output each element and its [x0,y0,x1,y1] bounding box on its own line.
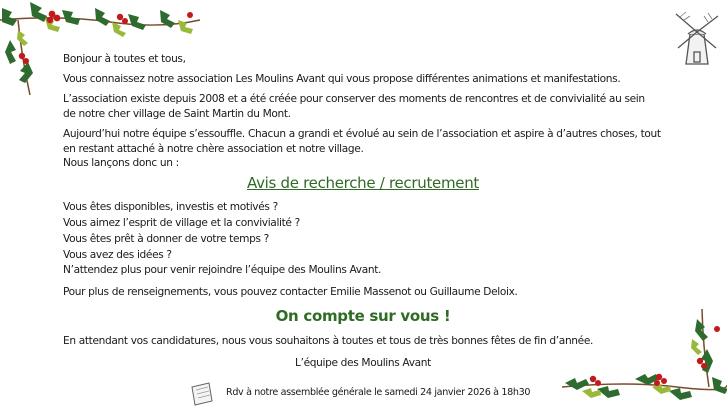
slogan: On compte sur vous ! [275,307,451,325]
history-line-1: L’association existe depuis 2008 et a été créée pour conserver des moments de rencontres et de convivialité au sein [63,93,645,105]
windmill-icon [672,8,722,66]
situation-line-2: en restant attaché à notre chère association et notre village. [63,143,364,155]
contact-paragraph: Pour plus de renseignements, vous pouvez contacter Emilie Massenot ou Guillaume Deloix. [63,286,518,298]
situation-line-1: Aujourd’hui notre équipe s’essouffle. Chacun a grandi et évolué au sein de l’association et aspire à d’autres choses, tout [63,128,661,140]
question-2: Vous aimez l’esprit de village et la convivialité ? [63,217,300,229]
wishes-paragraph: En attendant vos candidatures, nous vous souhaitons à toutes et tous de très bonnes fêtes de fin d’année. [63,335,594,347]
question-3: Vous êtes prêt à donner de votre temps ? [63,233,269,245]
history-line-2: de notre cher village de Saint Martin du Mont. [63,108,291,120]
greeting: Bonjour à toutes et tous, [63,53,186,65]
question-5: N’attendez plus pour venir rejoindre l’équipe des Moulins Avant. [63,264,382,276]
situation-line-3: Nous lançons donc un : [63,157,179,169]
intro-paragraph: Vous connaissez notre association Les Moulins Avant qui vous propose différentes animations et manifestations. [63,73,621,85]
notebook-icon [189,381,215,407]
signature: L’équipe des Moulins Avant [295,357,431,369]
meeting-footer: Rdv à notre assemblée générale le samedi 24 janvier 2026 à 18h30 [226,387,531,398]
recruitment-heading: Avis de recherche / recrutement [246,174,479,192]
question-4: Vous avez des idées ? [63,249,172,261]
question-1: Vous êtes disponibles, investis et motivés ? [63,201,278,213]
